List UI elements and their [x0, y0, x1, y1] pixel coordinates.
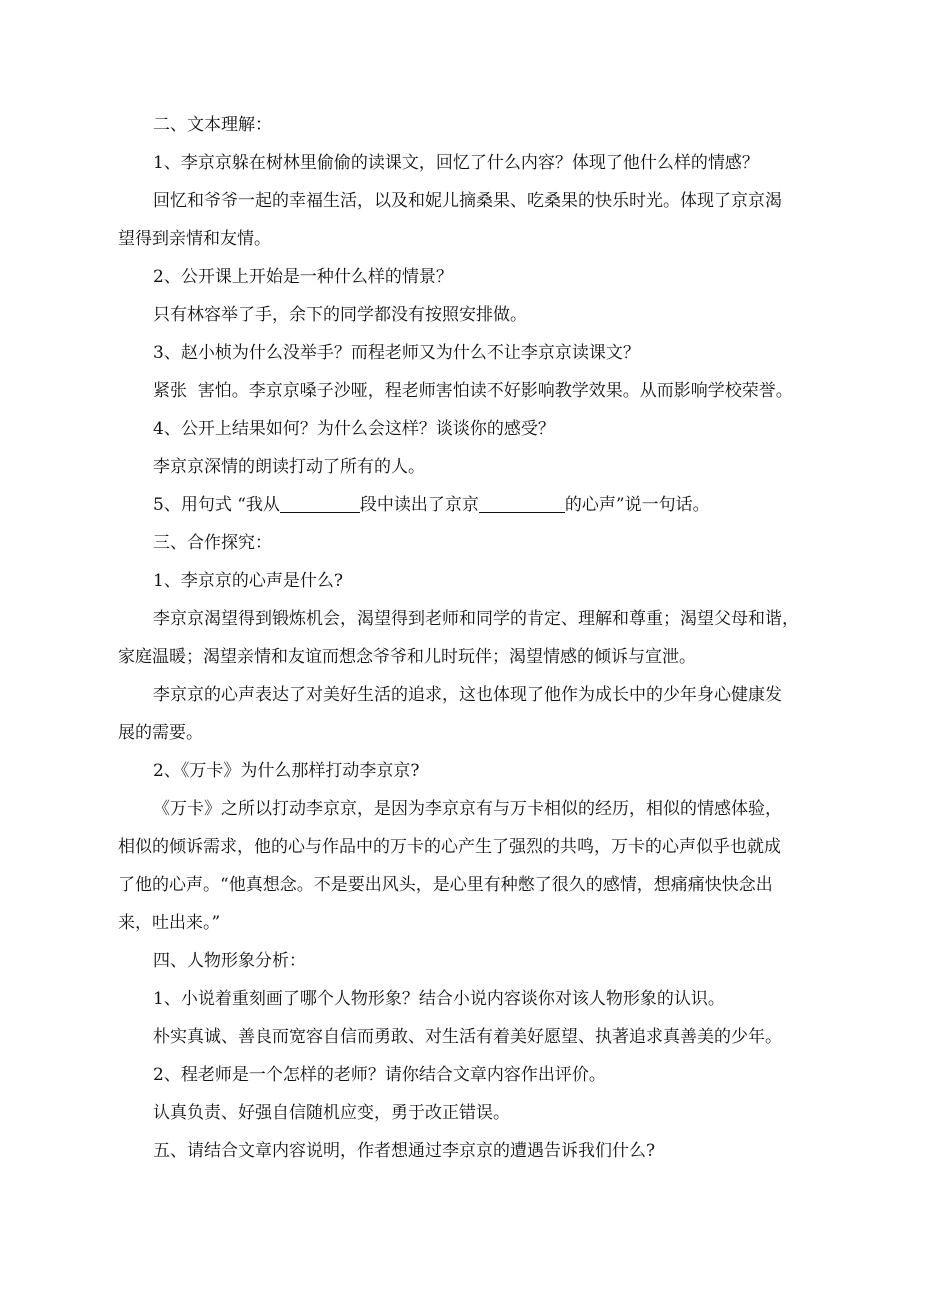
character-question-2: 2、程老师是一个怎样的老师？请你结合文章内容作出评价。 — [153, 1065, 606, 1085]
inquiry-question-1: 1、李京京的心声是什么? — [153, 571, 343, 591]
question-2: 2、公开课上开始是一种什么样的情景？ — [153, 267, 453, 287]
answer-2: 只有林容举了手，余下的同学都没有按照安排做。 — [153, 305, 527, 325]
question-5-part-3: 的心声”说一句话。 — [564, 495, 710, 515]
question-5-fill-in — [118, 486, 832, 524]
question-4: 4、公开上结果如何？为什么会这样？谈谈你的感受？ — [153, 419, 555, 439]
inquiry-answer-2-line-1: 《万卡》之所以打动李京京，是因为李京京有与万卡相似的经历，相似的情感体验， — [153, 799, 782, 819]
inquiry-answer-1-line-2: 家庭温暖；渴望亲情和友谊而想念爷爷和儿时玩伴；渴望情感的倾诉与宣泄。 — [118, 647, 696, 667]
inquiry-answer-1-line-1: 李京京渴望得到锻炼机会，渴望得到老师和同学的肯定、理解和尊重；渴望父母和谐， — [153, 609, 799, 629]
question-5-part-2: 段中读出了京京 — [359, 495, 479, 515]
document-body — [118, 106, 832, 1170]
fill-blank-voice[interactable] — [479, 494, 565, 513]
inquiry-answer-1-line-4: 展的需要。 — [118, 723, 203, 743]
fill-blank-paragraph[interactable] — [280, 494, 360, 513]
inquiry-answer-1-line-3: 李京京的心声表达了对美好生活的追求，这也体现了他作为成长中的少年身心健康发 — [153, 685, 782, 705]
answer-1-line-1: 回忆和爷爷一起的幸福生活，以及和妮儿摘桑果、吃桑果的快乐时光。体现了京京渴 — [153, 191, 782, 211]
question-3: 3、赵小桢为什么没举手？而程老师又为什么不让李京京读课文？ — [153, 343, 640, 363]
question-5-part-1: 5、用句式 “我从 — [153, 495, 280, 515]
character-answer-2: 认真负责、好强自信随机应变，勇于改正错误。 — [153, 1103, 510, 1123]
answer-3: 紧张 害怕。李京京嗓子沙哑，程老师害怕读不好影响教学效果。从而影响学校荣誉。 — [153, 381, 793, 401]
section-heading-character-analysis: 四、人物形象分析： — [153, 951, 306, 971]
inquiry-answer-2-line-3: 了他的心声。“他真想念。不是要出风头，是心里有种憋了很久的感情，想痛痛快快念出 — [118, 875, 773, 895]
section-heading-author-message: 五、请结合文章内容说明，作者想通过李京京的遭遇告诉我们什么? — [153, 1141, 656, 1161]
answer-4: 李京京深情的朗读打动了所有的人。 — [153, 457, 425, 477]
character-question-1: 1、小说着重刻画了哪个人物形象？结合小说内容谈你对该人物形象的认识。 — [153, 989, 725, 1009]
inquiry-answer-2-line-4: 来，吐出来。” — [118, 913, 221, 933]
answer-1-line-2: 望得到亲情和友情。 — [118, 229, 271, 249]
character-answer-1: 朴实真诚、善良而宽容自信而勇敢、对生活有着美好愿望、执著追求真善美的少年。 — [153, 1027, 782, 1047]
question-1: 1、李京京躲在树林里偷偷的读课文，回忆了什么内容？体现了他什么样的情感？ — [153, 153, 759, 173]
inquiry-answer-2-line-2: 相似的倾诉需求，他的心与作品中的万卡的心产生了强烈的共鸣，万卡的心声似乎也就成 — [118, 837, 781, 857]
section-heading-cooperative-inquiry: 三、合作探究： — [153, 533, 272, 553]
section-heading-text-understanding: 二、文本理解： — [153, 115, 272, 135]
inquiry-question-2: 2、《万卡》为什么那样打动李京京? — [153, 761, 420, 781]
